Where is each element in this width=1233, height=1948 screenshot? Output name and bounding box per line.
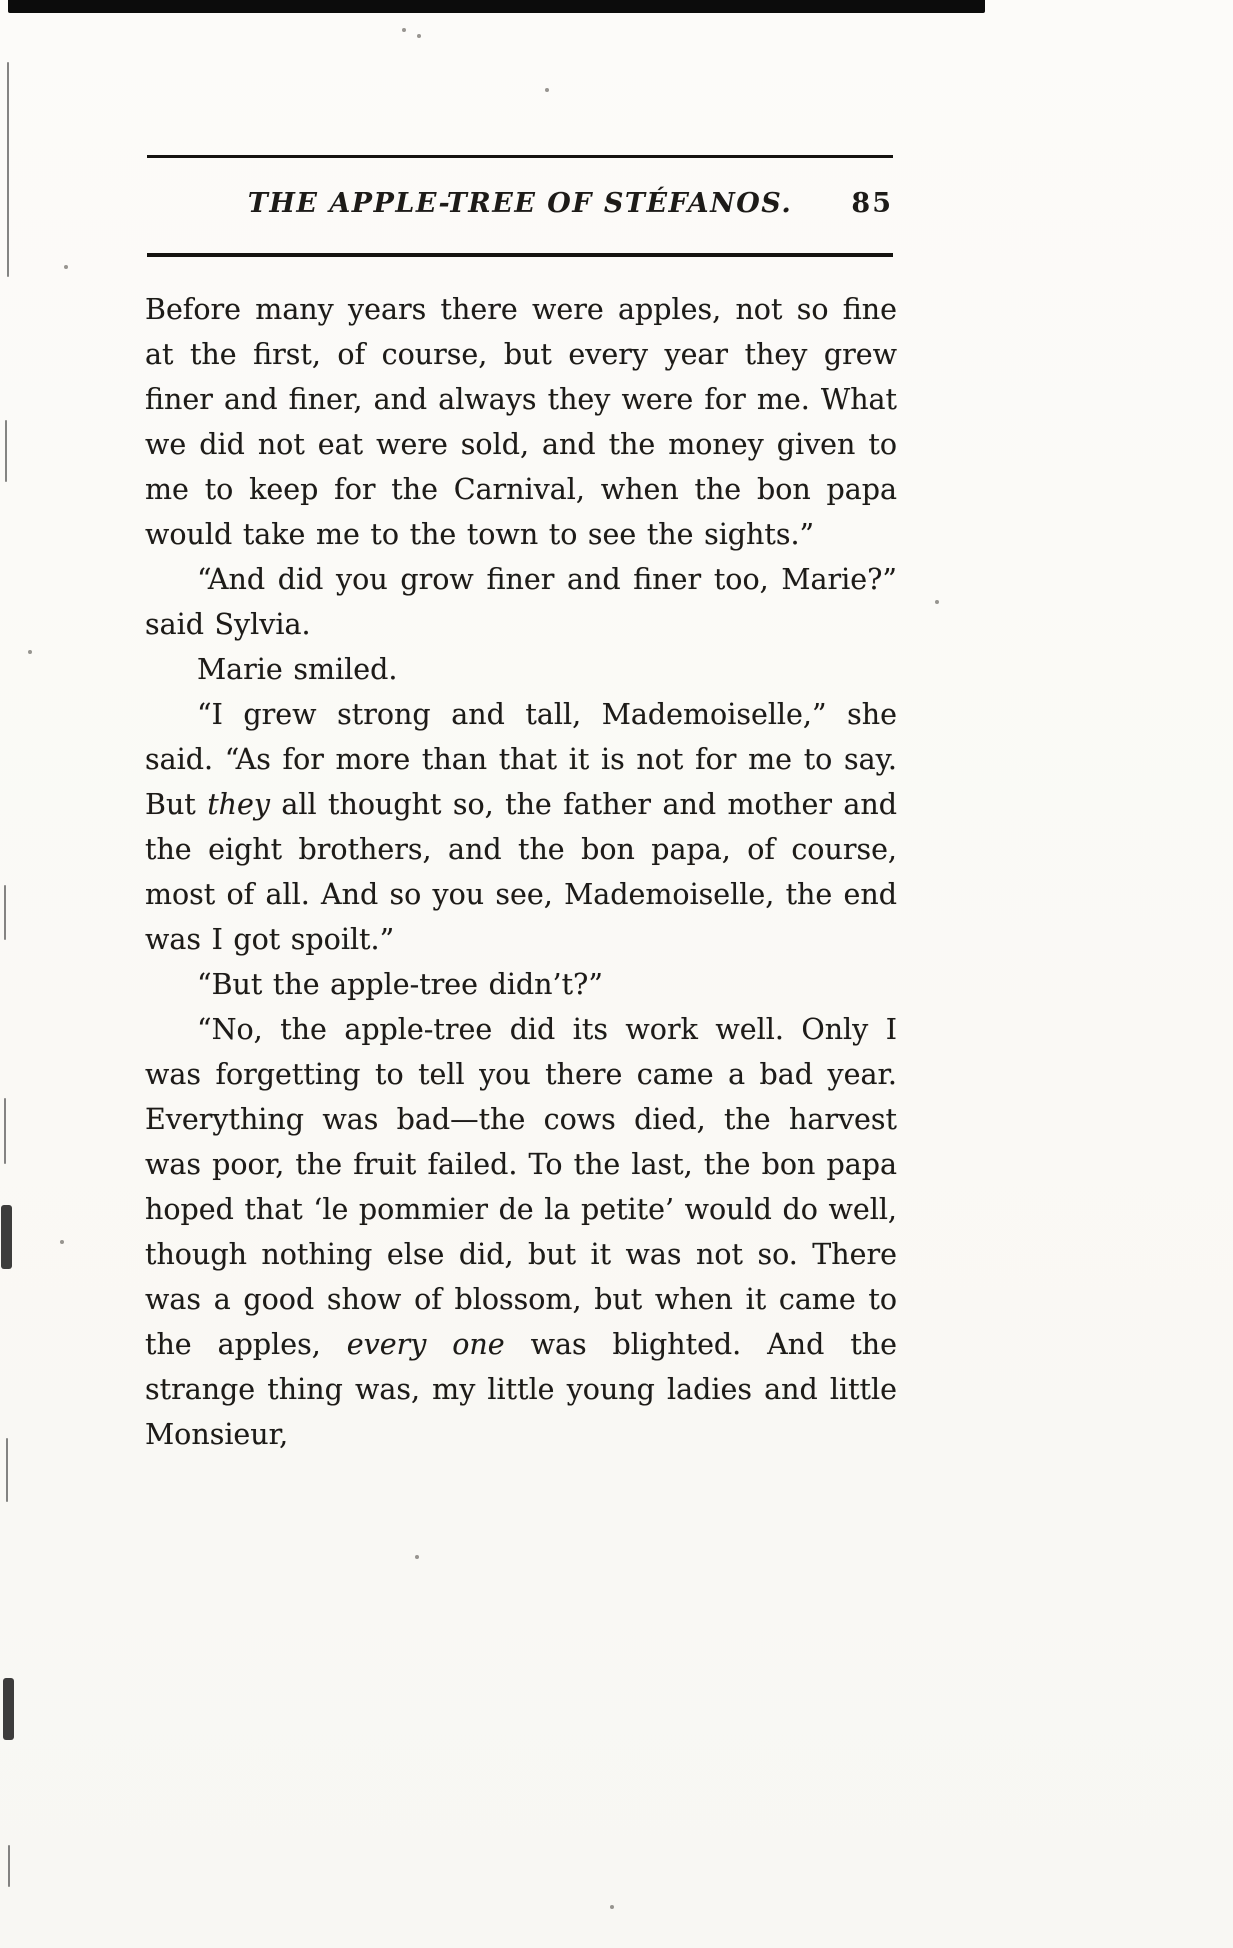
text-segment: “I grew strong and tall, Mademoiselle,” she said. “As for more than that it is not for me to say. But (145, 698, 897, 821)
scan-speck (935, 600, 939, 604)
text-segment: all thought so, the father and mother and the eight brothers, and the bon papa, of course, most of all. And so you see, Mademoiselle, the end was I got spoilt.” (145, 788, 898, 956)
paragraph (145, 557, 897, 647)
text-segment: “But the apple-tree didn’t?” (197, 968, 603, 1001)
scan-speck (402, 28, 406, 32)
running-title: THE APPLE-TREE OF STÉFANOS. (247, 188, 793, 219)
text-segment: was blighted. And the strange thing was, my little young ladies and little Monsieur, (145, 1328, 897, 1451)
paragraph (145, 692, 897, 962)
text-segment: “And did you grow finer and finer too, Marie?” said Sylvia. (145, 563, 897, 641)
paragraph (145, 962, 897, 1007)
scan-speck (28, 650, 32, 654)
scan-speck (60, 1240, 64, 1244)
scan-speck (417, 34, 421, 38)
scan-artifact (5, 420, 7, 482)
running-header (147, 188, 893, 219)
scan-edge-bar (8, 0, 985, 13)
scan-speck (545, 88, 549, 92)
scan-artifact (6, 1438, 8, 1502)
header-rule-bottom (147, 253, 893, 257)
scan-artifact (7, 62, 9, 277)
scan-artifact (4, 885, 6, 940)
scan-speck (64, 265, 68, 269)
scan-artifact (4, 1098, 6, 1164)
text-segment: Before many years there were apples, not so fine at the first, of course, but every year they grew finer and finer, and always they were for me. What we did not eat were sold, and the money given to me to keep for the Carnival, when the bon papa would take me to the town to see the sights.” (145, 293, 897, 551)
paragraph (145, 1007, 897, 1457)
scan-artifact (1, 1205, 12, 1269)
italic-text: they (207, 788, 270, 821)
paragraph (145, 287, 897, 557)
paragraph (145, 647, 897, 692)
italic-text: every one (346, 1328, 505, 1361)
page-number: 85 (851, 188, 893, 219)
text-segment: “No, the apple-tree did its work well. Only I was forgetting to tell you there came a bad year. Everything was bad—the cows died, the harvest was poor, the fruit failed. To the last, the bon papa hoped that ‘le pommier de la petite’ would do well, though nothing else did, but it was not so. There was a good show of blossom, but when it came to the apples, (145, 1013, 897, 1361)
scan-artifact (8, 1845, 10, 1887)
scan-artifact (3, 1678, 14, 1740)
text-segment: Marie smiled. (197, 653, 398, 686)
body-text (145, 287, 897, 1457)
scan-speck (415, 1555, 419, 1559)
header-rule-top (147, 155, 893, 158)
scan-speck (610, 1905, 614, 1909)
